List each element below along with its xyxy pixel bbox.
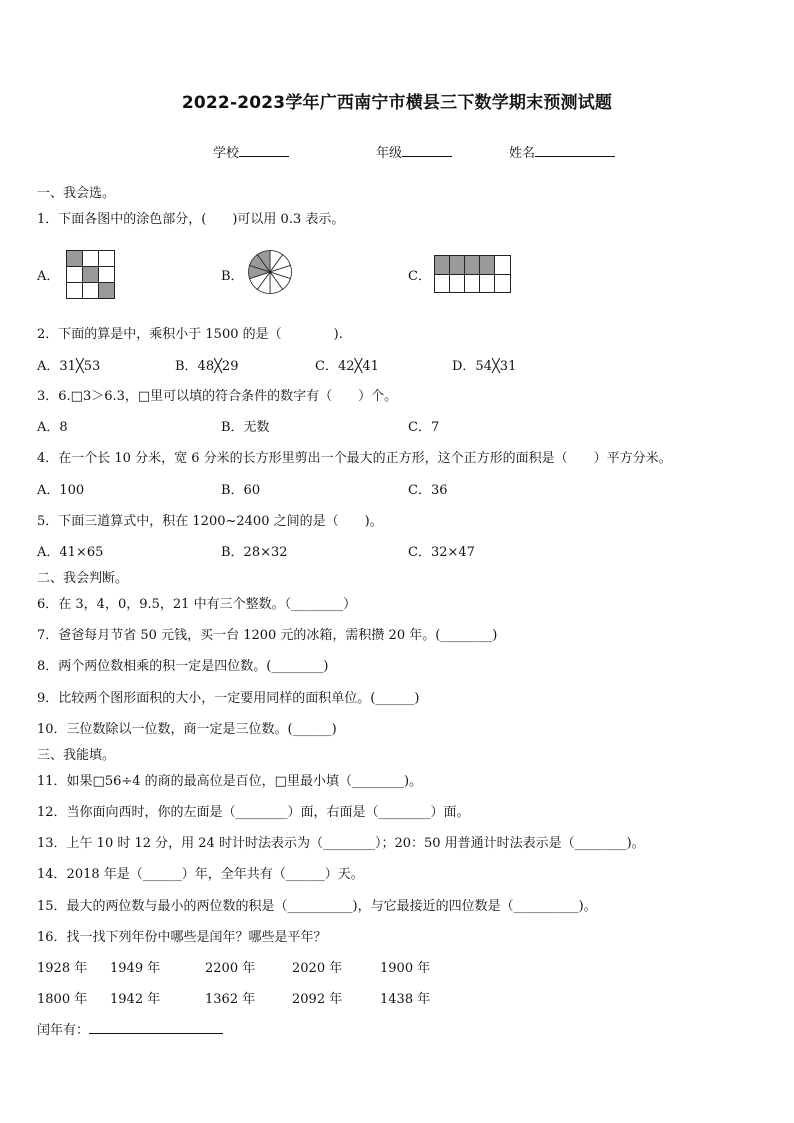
question-15: 15．最大的两位数与最小的两位数的积是（__________)，与它最接近的四位数是（__________)。: [37, 899, 597, 914]
year-item: 2092 年: [292, 992, 343, 1007]
question-14: 14．2018 年是（______）年，全年共有（______）天。: [37, 867, 364, 882]
question-12: 12．当你面向西时，你的左面是（________）面，右面是（________）面。: [37, 805, 470, 820]
question-7: 7．爸爸每月节省 50 元钱，买一台 1200 元的冰箱，需积攒 20 年。(________): [37, 628, 498, 643]
question-4: 4．在一个长 10 分米，宽 6 分米的长方形里剪出一个最大的正方形，这个正方形的面积是（ ）平方分米。: [37, 451, 672, 466]
q1-figure-a-grid: [66, 250, 116, 300]
school-field: [213, 142, 289, 161]
grid-a-shaded-cell: [98, 282, 114, 298]
question-3: 3．6.□3＞6.3，□里可以填的符合条件的数字有（ ）个。: [37, 389, 398, 404]
q4-option-a: A．100: [37, 483, 85, 498]
q1-figure-c-grid: [434, 255, 512, 294]
question-5: 5．下面三道算式中，积在 1200~2400 之间的是（ )。: [37, 514, 383, 529]
section-3-heading: 三、我能填。: [37, 748, 116, 763]
q3-option-b: B．无数: [221, 420, 270, 435]
q1-option-b-label: B．: [221, 269, 244, 284]
year-item: 2200 年: [205, 961, 256, 976]
q5-option-b: B．28×32: [221, 545, 288, 560]
year-item: 2020 年: [292, 961, 343, 976]
question-10: 10．三位数除以一位数，商一定是三位数。(______): [37, 722, 337, 737]
section-2-heading: 二、我会判断。: [37, 571, 129, 586]
q1-option-a-label: A．: [37, 269, 60, 284]
q5-option-a: A．41×65: [37, 545, 104, 560]
grid-c-shaded-cell: [449, 255, 464, 274]
section-1-heading: 一、我会选。: [37, 186, 116, 201]
grid-a-shaded-cell: [82, 266, 98, 282]
year-item: 1900 年: [380, 961, 431, 976]
q2-option-a: A．31╳53: [37, 359, 101, 374]
q1-figure-b-circle: [247, 249, 293, 295]
q3-option-c: C．7: [408, 420, 440, 435]
question-2: 2．下面的算是中，乘积小于 1500 的是（ ).: [37, 327, 343, 342]
year-item: 1928 年: [37, 961, 88, 976]
question-1: 1．下面各图中的涂色部分，( )可以用 0.3 表示。: [37, 212, 345, 227]
year-item: 1362 年: [205, 992, 256, 1007]
q5-option-c: C．32×47: [408, 545, 475, 560]
name-field: [509, 142, 615, 161]
leap-year-answer: [37, 1019, 223, 1038]
grade-blank[interactable]: [402, 144, 452, 157]
q1-option-c-label: C．: [408, 269, 431, 284]
q2-option-b: B．48╳29: [175, 359, 239, 374]
name-blank[interactable]: [535, 144, 615, 157]
q4-option-b: B．60: [221, 483, 261, 498]
name-label: 姓名: [509, 146, 536, 161]
grid-c-shaded-cell: [479, 255, 494, 274]
year-item: 1800 年: [37, 992, 88, 1007]
year-item: 1942 年: [110, 992, 161, 1007]
q4-option-c: C．36: [408, 483, 448, 498]
question-9: 9．比较两个图形面积的大小，一定要用同样的面积单位。(______): [37, 691, 420, 706]
question-11: 11．如果□56÷4 的商的最高位是百位，□里最小填（________)。: [37, 774, 423, 789]
question-6: 6．在 3，4，0，9.5，21 中有三个整数。（________）: [37, 597, 357, 612]
question-16: 16．找一找下列年份中哪些是闰年？哪些是平年？: [37, 930, 327, 945]
q2-option-c: C．42╳41: [315, 359, 379, 374]
question-13: 13．上午 10 时 12 分，用 24 时计时法表示为（________）；20：50 用普通计时法表示是（________)。: [37, 836, 645, 851]
grid-c-shaded-cell: [434, 255, 449, 274]
grade-label: 年级: [376, 146, 403, 161]
year-item: 1949 年: [110, 961, 161, 976]
page-title: 2022-2023学年广西南宁市横县三下数学期末预测试题: [181, 93, 613, 113]
leap-year-blank[interactable]: [89, 1021, 223, 1034]
q3-option-a: A．8: [37, 420, 68, 435]
question-8: 8．两个两位数相乘的积一定是四位数。(________): [37, 659, 329, 674]
q2-option-d: D．54╳31: [452, 359, 517, 374]
leap-year-label: 闰年有：: [37, 1023, 90, 1038]
school-blank[interactable]: [239, 144, 289, 157]
grid-c-shaded-cell: [464, 255, 479, 274]
grid-a-shaded-cell: [66, 250, 82, 266]
school-label: 学校: [213, 146, 240, 161]
year-item: 1438 年: [380, 992, 431, 1007]
grade-field: [376, 142, 452, 161]
